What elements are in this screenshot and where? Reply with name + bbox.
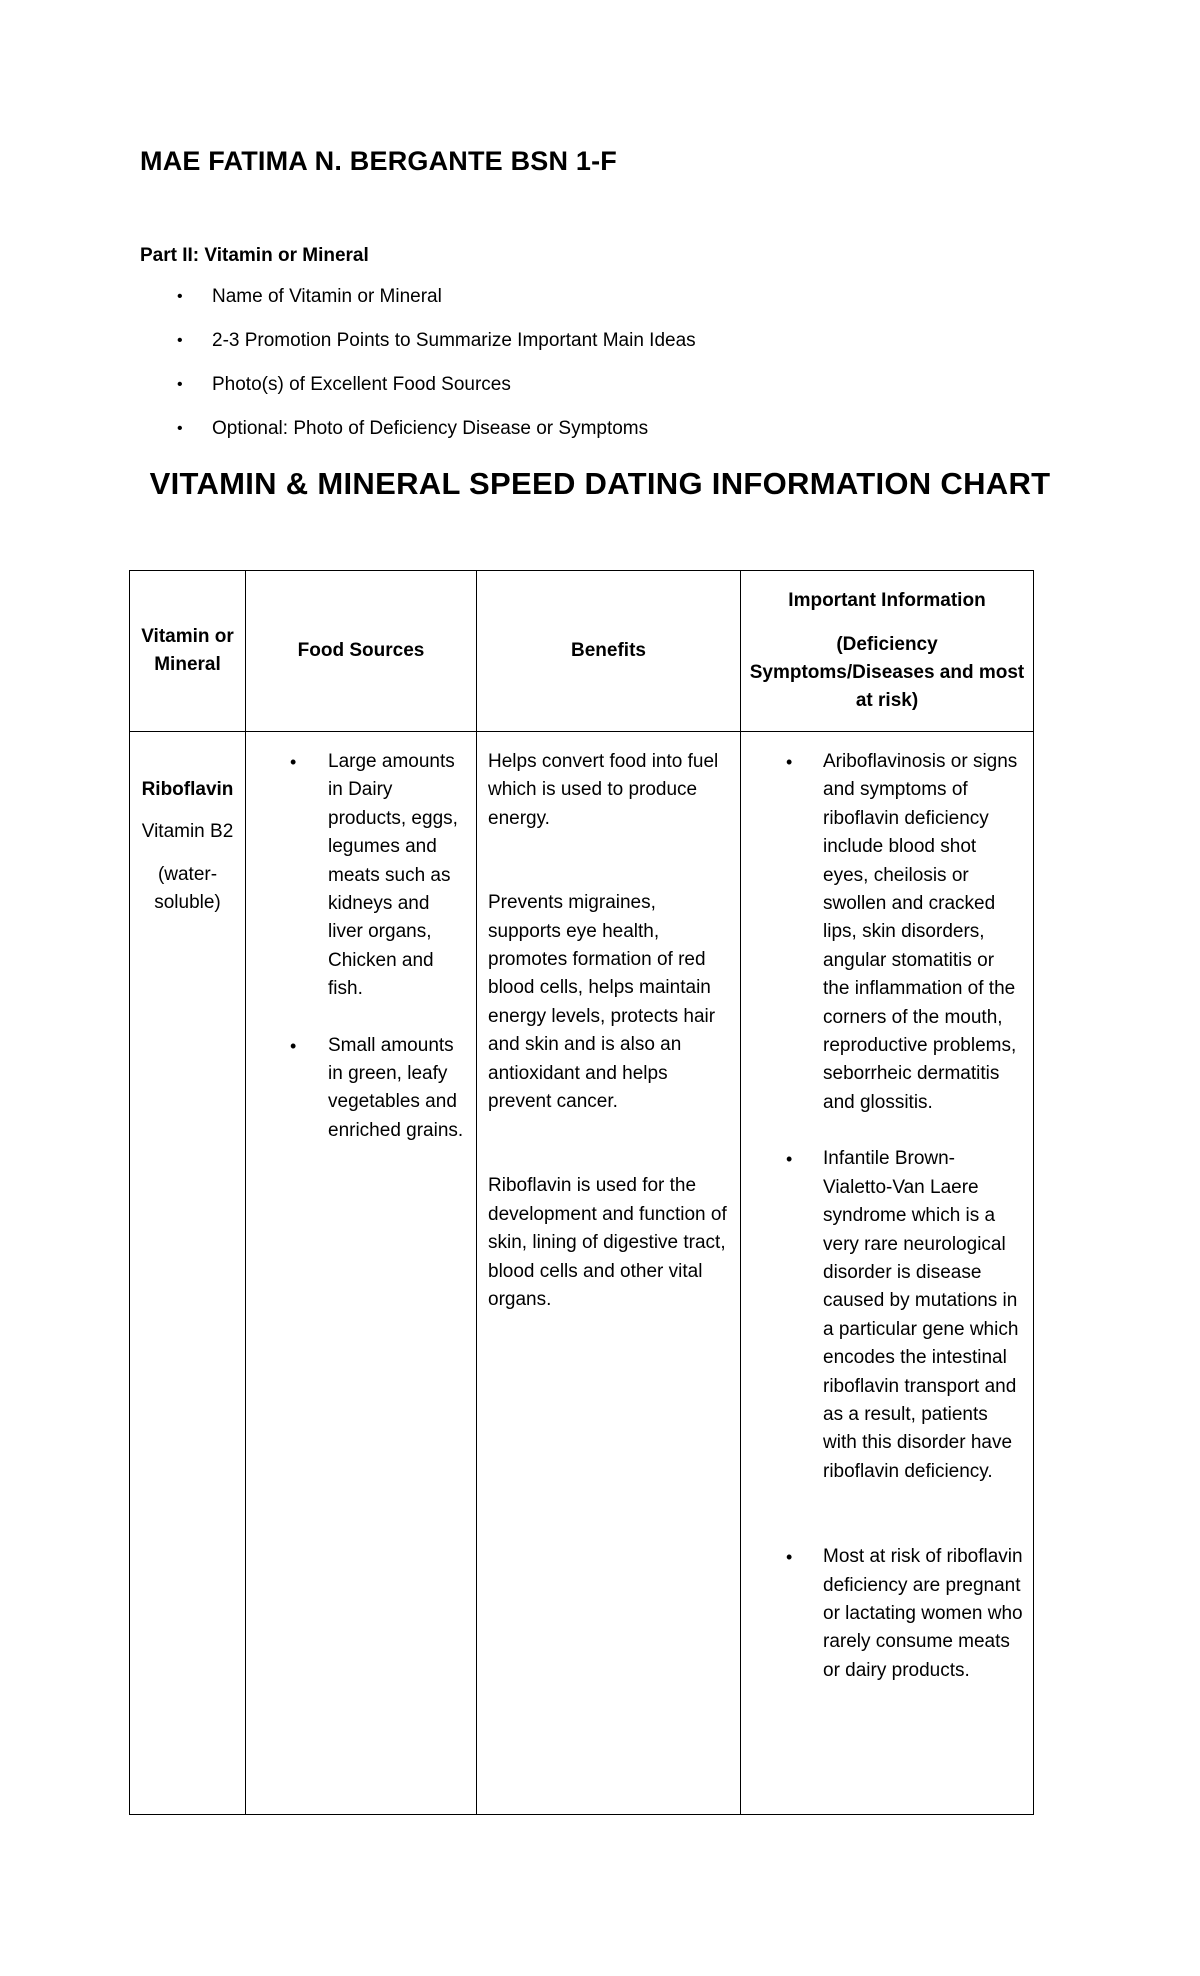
cell-vitamin-name [130,732,246,1815]
requirements-list [140,286,696,462]
header-important-information-subtitle: (Deficiency Symptoms/Diseases and most at risk) [749,634,1025,711]
bullet-icon: • [290,752,297,772]
list-item [741,1543,1023,1685]
requirement-text: Name of Vitamin or Mineral [212,286,442,307]
chart-title: VITAMIN & MINERAL SPEED DATING INFORMATION CHART [149,466,1051,501]
list-item [246,748,468,1004]
bullet-icon: • [290,1035,297,1056]
bullet-icon: • [177,288,183,305]
requirement-text: 2-3 Promotion Points to Summarize Important Main Ideas [212,330,696,351]
bullet-icon: • [177,376,183,393]
requirement-text: Photo(s) of Excellent Food Sources [212,374,511,395]
info-text: Ariboflavinosis or signs and symptoms of riboflavin deficiency include blood shot eyes, cheilosis or swollen and cracked lips, skin disorders, angular stomatitis or the inflammation of the corners of the mouth, reproductive problems, seborrheic dermatitis and glossitis. [823,751,1018,1113]
food-source-text: Small amounts in green, leafy vegetables and enriched grains. [328,1034,464,1141]
list-item [140,286,696,308]
info-text: Most at risk of riboflavin deficiency are pregnant or lactating women who rarely consume meats or dairy products. [823,1546,1023,1681]
bullet-icon: • [786,1149,793,1170]
info-text: Infantile Brown-Vialetto-Van Laere syndrome which is a very rare neurological disorder is disease caused by mutations in a particular gene which encodes the intestinal riboflavin transport and as a result, patients with this disorder have riboflavin deficiency. [823,1148,1019,1482]
bullet-icon: • [177,332,183,349]
bullet-icon: • [786,1547,793,1568]
header-food-sources: Food Sources [246,571,477,732]
header-vitamin: Vitamin or Mineral [130,571,246,732]
important-info-list [741,748,1023,1685]
list-item [140,330,696,352]
benefit-paragraph: Prevents migraines, supports eye health, promotes formation of red blood cells, helps maintain energy levels, protects hair and skin and is also an antioxidant and helps prevent cancer. [488,892,716,1113]
food-sources-list [246,748,468,1145]
list-item [140,418,696,440]
header-benefits: Benefits [477,571,741,732]
vitamin-name: Riboflavin [141,779,234,800]
student-name-heading: MAE FATIMA N. BERGANTE BSN 1-F [140,146,617,176]
benefit-paragraph: Helps convert food into fuel which is used to produce energy. [488,751,719,829]
bullet-icon: • [177,420,183,437]
food-source-text: Large amounts in Dairy products, eggs, legumes and meats such as kidneys and liver organs, Chicken and fish. [328,751,458,1000]
part-title: Part II: Vitamin or Mineral [140,245,369,266]
list-item [741,748,1023,1117]
list-item [246,1032,468,1146]
vitamin-solubility: (water-soluble) [154,863,221,914]
cell-important-information [741,732,1034,1815]
header-important-information [741,571,1034,732]
cell-benefits [477,732,741,1815]
table-row [130,732,1034,1815]
bullet-icon: • [786,752,793,772]
list-item [741,1145,1023,1486]
requirement-text: Optional: Photo of Deficiency Disease or Symptoms [212,418,649,439]
benefit-paragraph: Riboflavin is used for the development and function of skin, lining of digestive tract, blood cells and other vital organs. [488,1175,727,1311]
information-chart-table [129,570,1034,1815]
header-important-information-title: Important Information [788,590,986,611]
list-item [140,374,696,396]
cell-food-sources [246,732,477,1815]
table-header-row [130,571,1034,732]
vitamin-alias: Vitamin B2 [141,821,234,843]
